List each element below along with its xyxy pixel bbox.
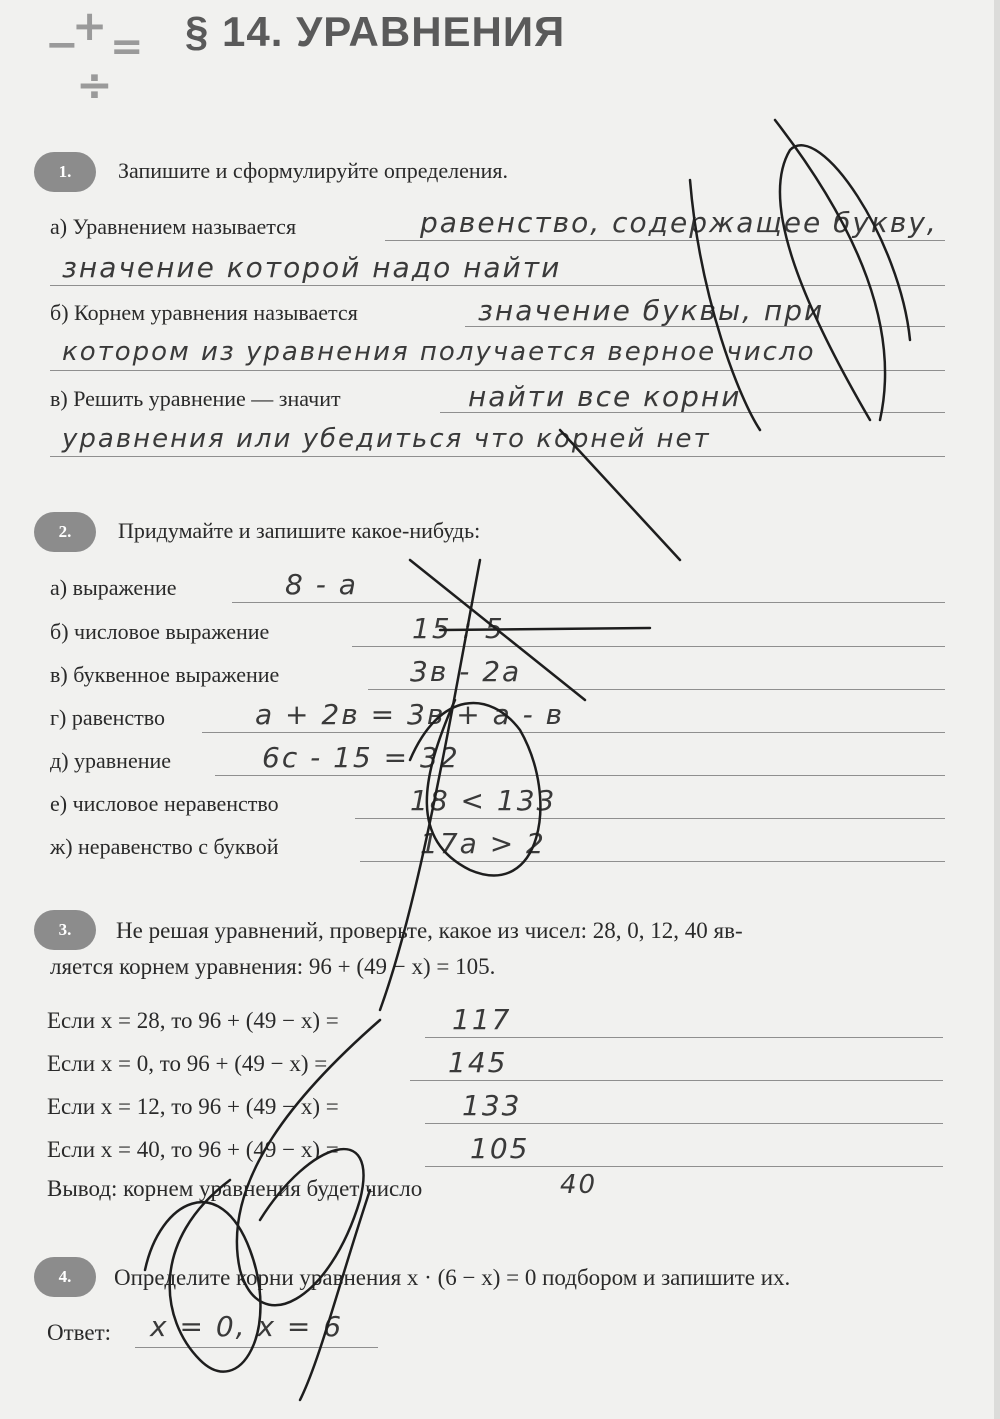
task3-row-label: Если x = 12, то 96 + (49 − x) = [47, 1094, 339, 1119]
task2-item-label: в) буквенное выражение [50, 662, 280, 687]
task2-prompt: Придумайте и запишите какое-нибудь: [118, 518, 481, 543]
task3-row-answer: 145 [448, 1046, 508, 1079]
task1-b-answer-1: значение буквы, при [478, 294, 825, 327]
task3-prompt-2: ляется корнем уравнения: 96 + (49 − x) = 105. [50, 954, 496, 979]
task2-item-answer: 3в - 2а [410, 655, 522, 688]
task3-row-label: Если x = 28, то 96 + (49 − x) = [47, 1008, 339, 1033]
task1-a-answer-2: значение которой надо найти [62, 251, 562, 284]
svg-text:=: = [110, 24, 144, 70]
task3-row-answer: 133 [462, 1089, 522, 1122]
task2-item-label: е) числовое неравенство [50, 791, 279, 816]
task2-item-answer: 15 : 5 [412, 612, 505, 645]
task3-row-answer: 117 [452, 1003, 512, 1036]
task3-row-label: Если x = 0, то 96 + (49 − x) = [47, 1051, 328, 1076]
task1-a-answer-1: равенство, содержащее букву, [420, 206, 938, 239]
task3-prompt-1: Не решая уравнений, проверьте, какое из чисел: 28, 0, 12, 40 яв- [116, 918, 743, 943]
task2-item-answer: а + 2в = 3в + а - в [255, 698, 565, 731]
task4-prompt: Определите корни уравнения x · (6 − x) = 0 подбором и запишите их. [114, 1265, 791, 1290]
task-number-badge: 2. [34, 512, 96, 552]
task2-item-answer: 17а > 2 [420, 827, 546, 860]
task2-item-answer: 8 - a [285, 568, 358, 601]
task2-item-answer: 6с - 15 = 32 [262, 741, 460, 774]
task3-row-label: Если x = 40, то 96 + (49 − x) = [47, 1137, 339, 1162]
task1-b-answer-2: котором из уравнения получается верное число [62, 337, 816, 367]
svg-text:−: − [45, 22, 79, 68]
svg-text:÷: ÷ [76, 60, 113, 106]
task1-prompt: Запишите и сформулируйте определения. [118, 158, 509, 183]
task2-item-label: б) числовое выражение [50, 619, 270, 644]
task4-answer: x = 0, x = 6 [150, 1310, 344, 1343]
task1-a-label: а) Уравнением называется [50, 214, 297, 239]
svg-text:+: + [72, 6, 108, 50]
task3-conclusion-answer: 40 [560, 1170, 598, 1200]
task1-b-label: б) Корнем уравнения называется [50, 300, 358, 325]
task1-c-answer-1: найти все корни [468, 380, 742, 413]
task4-answer-label: Ответ: [47, 1320, 112, 1345]
task2-item-label: г) равенство [50, 705, 166, 730]
task2-item-label: а) выражение [50, 575, 177, 600]
task-number-badge: 4. [34, 1257, 96, 1297]
task1-c-answer-2: уравнения или убедиться что корней нет [62, 424, 711, 454]
task2-item-label: д) уравнение [50, 748, 172, 773]
task-number-badge: 3. [34, 910, 96, 950]
page-edge [994, 0, 1000, 1419]
task1-c-label: в) Решить уравнение — значит [50, 386, 341, 411]
task-number-badge: 1. [34, 152, 96, 192]
section-title: § 14. УРАВНЕНИЯ [185, 8, 566, 55]
task2-item-label: ж) неравенство с буквой [50, 834, 279, 859]
task3-conclusion-label: Вывод: корнем уравнения будет число [47, 1176, 423, 1201]
task3-row-answer: 105 [470, 1132, 530, 1165]
task2-item-answer: 18 < 133 [410, 784, 557, 817]
